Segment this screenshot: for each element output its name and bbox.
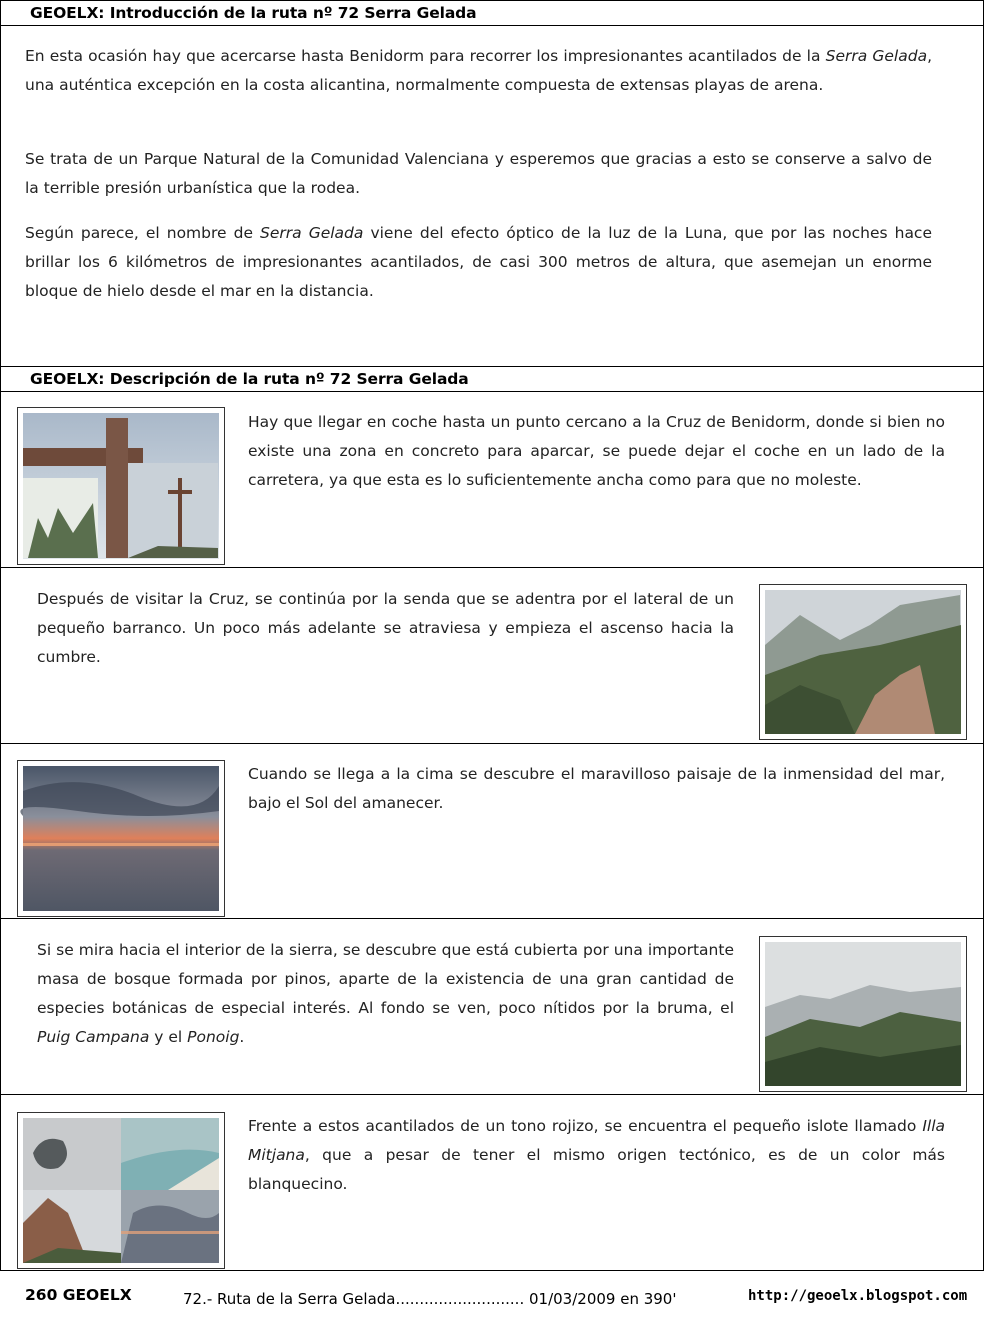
description-title: GEOELX: Descripción de la ruta nº 72 Serra Gelada — [30, 370, 469, 388]
divider — [0, 1270, 984, 1271]
blog-url[interactable]: http://geoelx.blogspot.com — [748, 1288, 968, 1304]
divider — [0, 567, 984, 568]
intro-paragraph-2: Se trata de un Parque Natural de la Comunidad Valenciana y esperemos que gracias a esto se conserve a salvo de la terrible presión urbanística que la rodea. — [25, 150, 932, 197]
description-text-3: Cuando se llega a la cima se descubre el maravilloso paisaje de la inmensidad del mar, bajo el Sol del amanecer. — [248, 765, 945, 812]
border-top — [0, 0, 984, 1]
trail-image — [760, 585, 966, 739]
sunrise-photo — [17, 760, 225, 917]
divider — [0, 743, 984, 744]
islet-collage-image — [18, 1113, 224, 1268]
sunrise-image — [18, 761, 224, 916]
intro-paragraph-1: En esta ocasión hay que acercarse hasta Benidorm para recorrer los impresionantes acantilados de la Serra Gelada, una auténtica excepción en la costa alicantina, normalmente compuesta de extensas playas de arena. — [25, 47, 933, 94]
border-left — [0, 0, 1, 1270]
divider — [0, 918, 984, 919]
divider — [0, 391, 984, 392]
forest-photo — [759, 936, 967, 1092]
cross-collage-photo — [17, 407, 225, 565]
route-info: 72.- Ruta de la Serra Gelada........................... 01/03/2009 en 390' — [183, 1290, 677, 1308]
description-text-4: Si se mira hacia el interior de la sierra, se descubre que está cubierta por una importante masa de bosque formada por pinos, aparte de la existencia de una gran cantidad de especies botánicas de especial interés. Al fondo se ven, poco nítidos por la bruma, el Puig Campana y el Ponoig. — [37, 941, 734, 1046]
cross-collage-image — [18, 408, 224, 564]
page-number: 260 GEOELX — [25, 1286, 132, 1304]
divider — [0, 25, 984, 26]
description-text-1: Hay que llegar en coche hasta un punto cercano a la Cruz de Benidorm, donde si bien no existe una zona en concreto para aparcar, se puede dejar el coche en un lado de la carretera, ya que esta es lo suficientemente ancha como para que no moleste. — [248, 413, 945, 489]
divider — [0, 366, 984, 367]
divider — [0, 1094, 984, 1095]
intro-paragraph-3: Según parece, el nombre de Serra Gelada viene del efecto óptico de la luz de la Luna, que por las noches hace brillar los 6 kilómetros de impresionantes acantilados, de casi 300 metros de altura, que asemejan un enorme bloque de hielo desde el mar en la distancia. — [25, 224, 932, 300]
description-text-2: Después de visitar la Cruz, se continúa por la senda que se adentra por el lateral de un pequeño barranco. Un poco más adelante se atraviesa y empieza el ascenso hacia la cumbre. — [37, 590, 734, 666]
trail-photo — [759, 584, 967, 740]
intro-title: GEOELX: Introducción de la ruta nº 72 Serra Gelada — [30, 4, 477, 22]
description-text-5: Frente a estos acantilados de un tono rojizo, se encuentra el pequeño islote llamado Illa Mitjana, que a pesar de tener el mismo origen tectónico, es de un color más blanquecino. — [248, 1117, 945, 1193]
forest-image — [760, 937, 966, 1091]
islet-collage-photo — [17, 1112, 225, 1269]
